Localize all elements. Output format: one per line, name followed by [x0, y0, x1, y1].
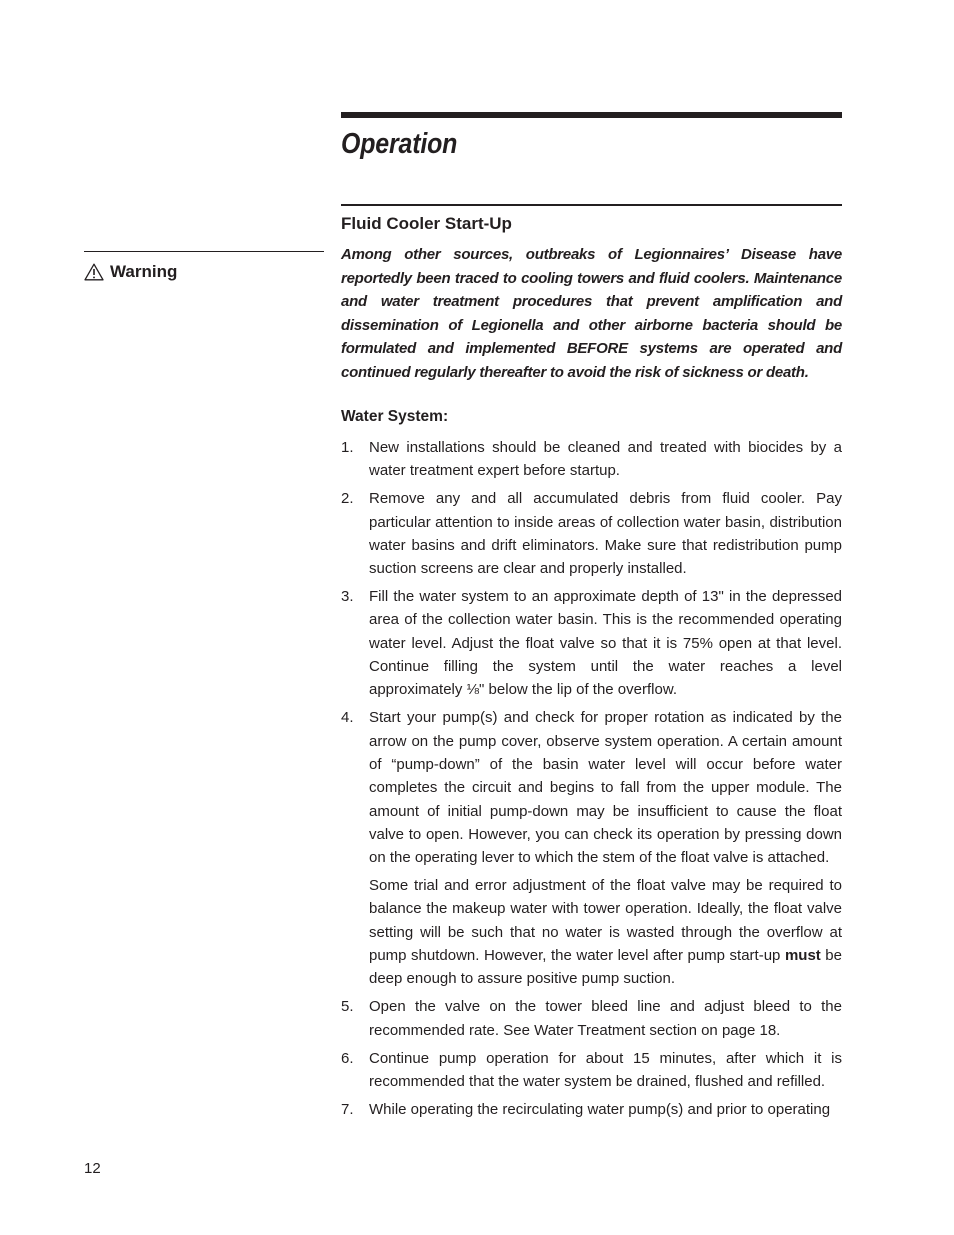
list-item-text: Start your pump(s) and check for proper rotation as indicated by the arrow on the pump cover, observe system operation. A certain amount of “pump-down” of the basin water level will occur before water completes the circuit and begins to fall from the upper module. The amount of initial pump-down may be insufficient to cause the float valve to open. However, you can check its operation by pressing down on the operating lever to which the stem of the float valve is attached.	[369, 709, 842, 867]
list-item-number: 4.	[341, 709, 354, 727]
list-item-text: Remove any and all accumulated debris from fluid cooler. Pay particular attention to inside areas of collection water basin, distribution water basins and drift eliminators. Make sure that redistribution pump suction screens are clear and properly installed.	[369, 490, 842, 578]
section-rule	[341, 204, 842, 206]
section-heading: Fluid Cooler Start-Up	[341, 214, 512, 233]
emphasis-must: must	[784, 946, 821, 964]
list-item	[341, 706, 842, 990]
list-item-text: While operating the recirculating water pump(s) and prior to operating	[369, 1100, 831, 1118]
list-item	[341, 487, 842, 580]
list-item-number: 7.	[341, 1100, 354, 1118]
list-item-text: Fill the water system to an approximate depth of 13" in the depressed area of the collection water basin. This is the recommended operating water level. Adjust the float valve so that it is 75% open at that level. Continue filling the system until the water reaches a level approximately ⅛" below the lip of the overflow.	[369, 588, 842, 699]
list-item-number: 1.	[341, 439, 354, 456]
list-item-number: 3.	[341, 588, 354, 606]
water-system-heading: Water System:	[341, 408, 449, 425]
list-item-continuation	[369, 874, 842, 990]
list-item-text: Continue pump operation for about 15 minutes, after which it is recommended that the water system be drained, flushed and refilled.	[369, 1049, 842, 1090]
list-item	[341, 436, 842, 483]
page-number: 12	[84, 1160, 101, 1177]
warning-label: Warning	[110, 262, 178, 281]
warning-text: Among other sources, outbreaks of Legionnaires’ Disease have reportedly been traced to cooling towers and fluid coolers. Maintenance and water treatment procedures that prevent amplification and dissemination of Legionella and other airborne bacteria should be formulated and implemented BEFORE systems are operated and continued regularly thereafter to avoid the risk of sickness or death.	[341, 246, 842, 381]
list-item-number: 5.	[341, 998, 354, 1016]
list-item-text: New installations should be cleaned and treated with biocides by a water treatment expert before startup.	[369, 439, 842, 480]
list-item	[341, 1098, 842, 1121]
warning-rule	[84, 251, 324, 252]
warning-callout	[84, 262, 177, 282]
list-item-text: Open the valve on the tower bleed line and adjust bleed to the recommended rate. See Water Treatment section on page 18.	[369, 998, 842, 1039]
continuation-text-end: be deep enough to assure positive pump suction.	[369, 946, 842, 988]
continuation-text: Some trial and error adjustment of the float valve may be required to balance the makeup water with tower operation. Ideally, the float valve setting will be such that no water is wasted through the overflow at pump shutdown. However, the water level after pump start-up	[369, 877, 842, 964]
list-item-number: 2.	[341, 490, 354, 508]
list-item	[341, 995, 842, 1042]
warning-triangle-icon	[84, 263, 104, 281]
list-item	[341, 585, 842, 701]
title-rule	[341, 112, 842, 118]
list-item	[341, 1047, 842, 1094]
list-item-number: 6.	[341, 1049, 354, 1067]
water-system-steps	[341, 436, 842, 1126]
page-title: Operation	[341, 128, 458, 160]
